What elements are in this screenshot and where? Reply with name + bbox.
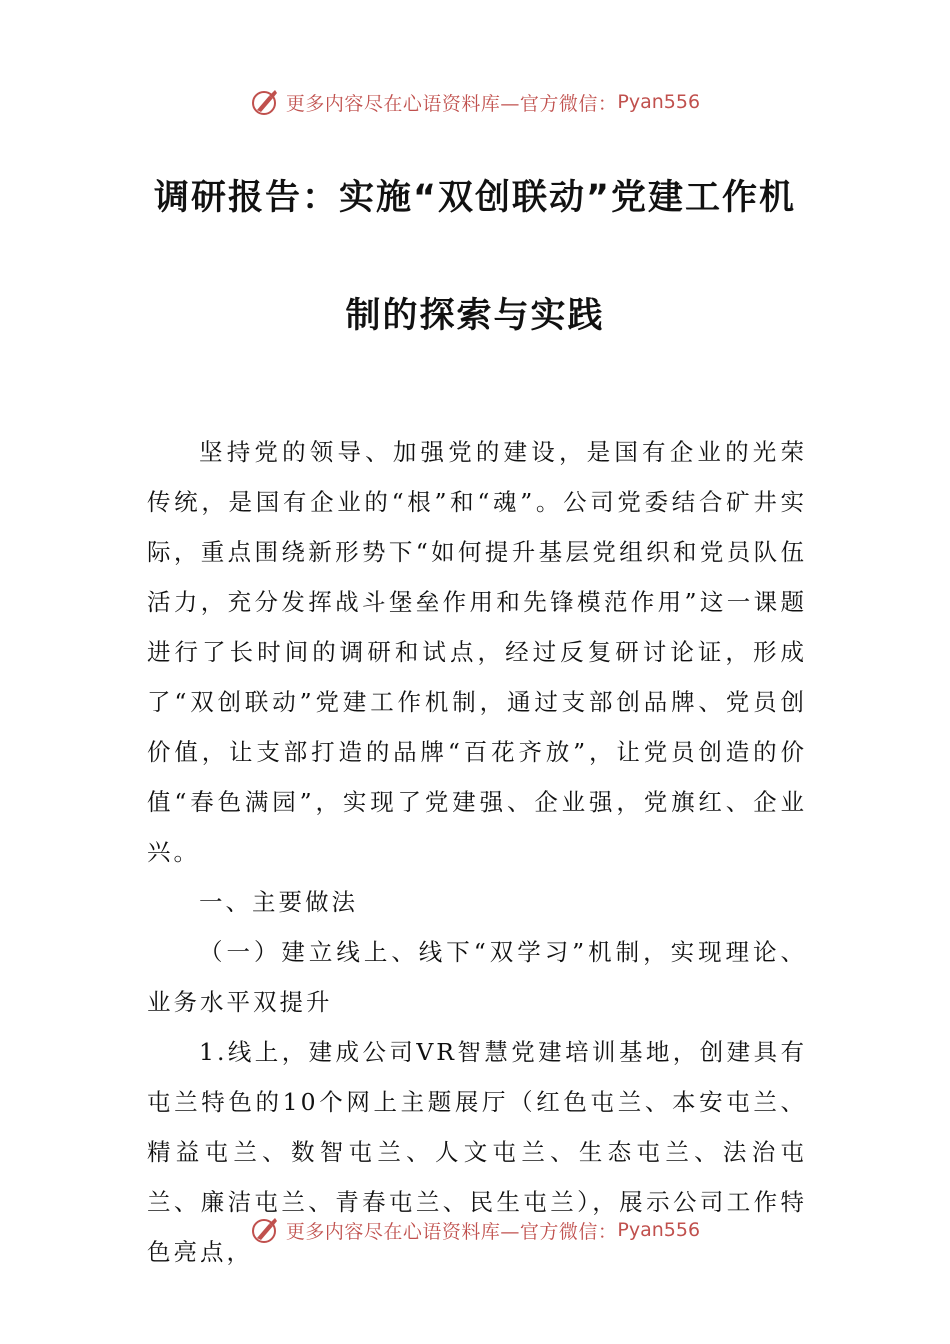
- watermark-banner-bottom: [0, 1210, 950, 1250]
- watermark-text: 更多内容尽在心语资料库—官方微信：: [285, 1220, 618, 1243]
- subsection-heading: （一）建立线上、线下“双学习”机制，实现理论、业务水平双提升: [147, 938, 807, 1016]
- document-title-line-1: 调研报告：实施“双创联动”党建工作机: [153, 178, 796, 218]
- watermark-banner-top: [0, 82, 950, 122]
- watermark-text: 更多内容尽在心语资料库—官方微信：: [285, 92, 618, 115]
- pen-nib-logo-icon: [250, 1215, 280, 1245]
- document-body: [147, 427, 807, 1277]
- pen-nib-logo-icon: [250, 87, 280, 117]
- list-item-paragraph: 1.线上，建成公司VR智慧党建培训基地，创建具有屯兰特色的10个网上主题展厅（红色屯兰、本安屯兰、精益屯兰、数智屯兰、人文屯兰、生态屯兰、法治屯兰、廉洁屯兰、青春屯兰、民生屯兰），展示公司工作特色亮点，: [147, 1038, 807, 1266]
- intro-paragraph: 坚持党的领导、加强党的建设，是国有企业的光荣传统，是国有企业的“根”和“魂”。公司党委结合矿井实际，重点围绕新形势下“如何提升基层党组织和党员队伍活力，充分发挥战斗堡垒作用和先锋模范作用”这一课题进行了长时间的调研和试点，经过反复研讨论证，形成了“双创联动”党建工作机制，通过支部创品牌、党员创价值，让支部打造的品牌“百花齐放”，让党员创造的价值“春色满园”，实现了党建强、企业强，党旗红、企业兴。: [147, 438, 807, 866]
- section-heading: 一、主要做法: [199, 888, 358, 916]
- watermark-wechat-id: Pyan556: [617, 1219, 701, 1241]
- document-title-line-2: 制的探索与实践: [345, 296, 605, 336]
- watermark-wechat-id: Pyan556: [617, 91, 701, 113]
